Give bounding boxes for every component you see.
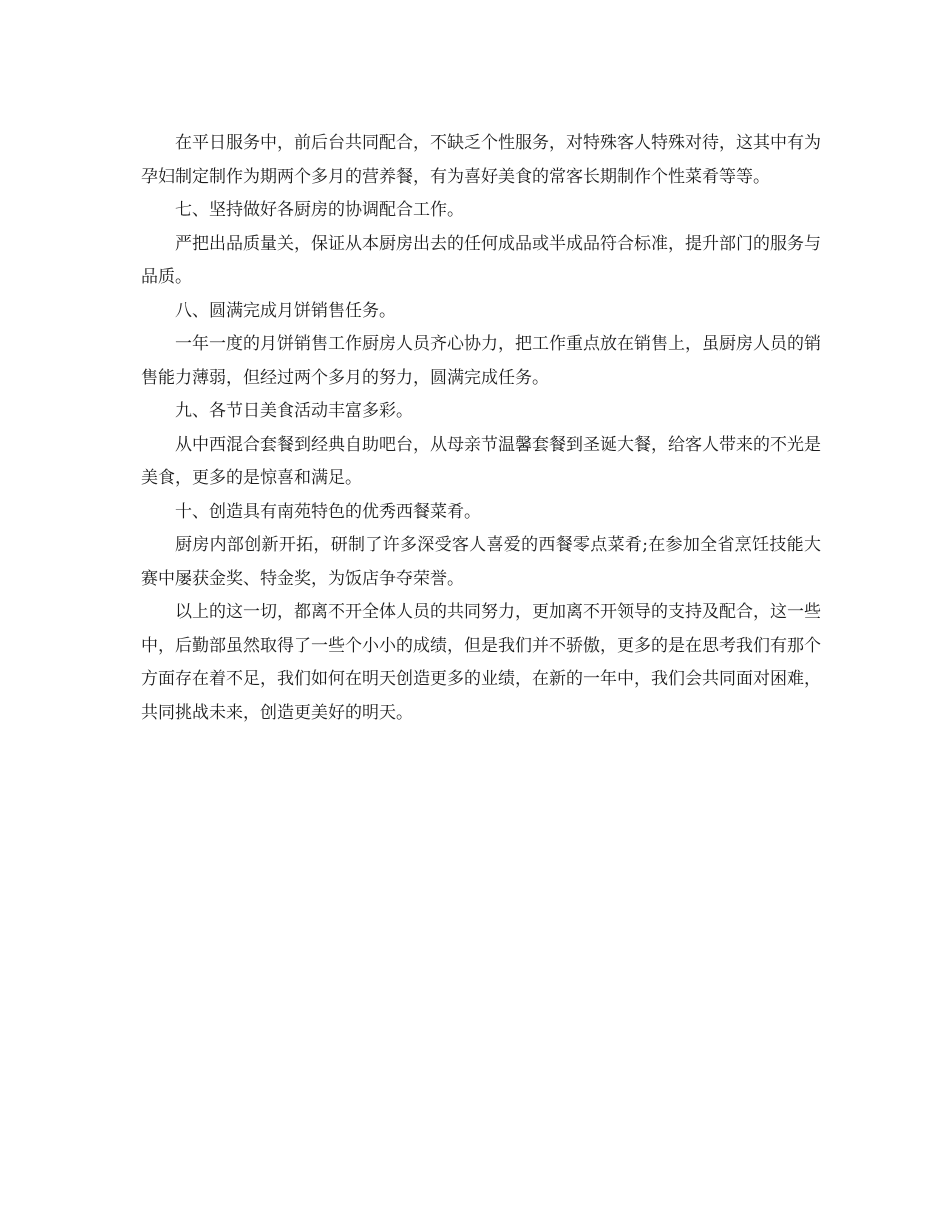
- document-body: [141, 127, 821, 730]
- paragraph-quality: 严把出品质量关，保证从本厨房出去的任何成品或半成品符合标准，提升部门的服务与品质。: [141, 233, 821, 287]
- heading-section-7: 七、坚持做好各厨房的协调配合工作。: [175, 200, 464, 220]
- paragraph-service: 在平日服务中，前后台共同配合，不缺乏个性服务，对特殊客人特殊对待，这其中有为孕妇制定制作为期两个多月的营养餐，有为喜好美食的常客长期制作个性菜肴等等。: [141, 133, 821, 187]
- heading-section-10: 十、创造具有南苑特色的优秀西餐菜肴。: [175, 501, 481, 522]
- paragraph-festival: 从中西混合套餐到经典自助吧台，从母亲节温馨套餐到圣诞大餐，给客人带来的不光是美食，更多的是惊喜和满足。: [141, 434, 821, 488]
- paragraph-western-cuisine: 厨房内部创新开拓，研制了许多深受客人喜爱的西餐零点菜肴;在参加全省烹饪技能大赛中屡获金奖、特金奖，为饭店争夺荣誉。: [141, 535, 821, 589]
- heading-section-9: 九、各节日美食活动丰富多彩。: [175, 401, 413, 421]
- paragraph-mooncake: 一年一度的月饼销售工作厨房人员齐心协力，把工作重点放在销售上，虽厨房人员的销售能力薄弱，但经过两个多月的努力，圆满完成任务。: [141, 334, 821, 388]
- paragraph-conclusion: 以上的这一切，都离不开全体人员的共同努力，更加离不开领导的支持及配合，这一些中，后勤部虽然取得了一些个小小的成绩，但是我们并不骄傲，更多的是在思考我们有那个方面存在着不足，我们如何在明天创造更多的业绩，在新的一年中，我们会共同面对困难，共同挑战未来，创造更美好的明天。: [141, 602, 821, 723]
- heading-section-8: 八、圆满完成月饼销售任务。: [175, 300, 396, 321]
